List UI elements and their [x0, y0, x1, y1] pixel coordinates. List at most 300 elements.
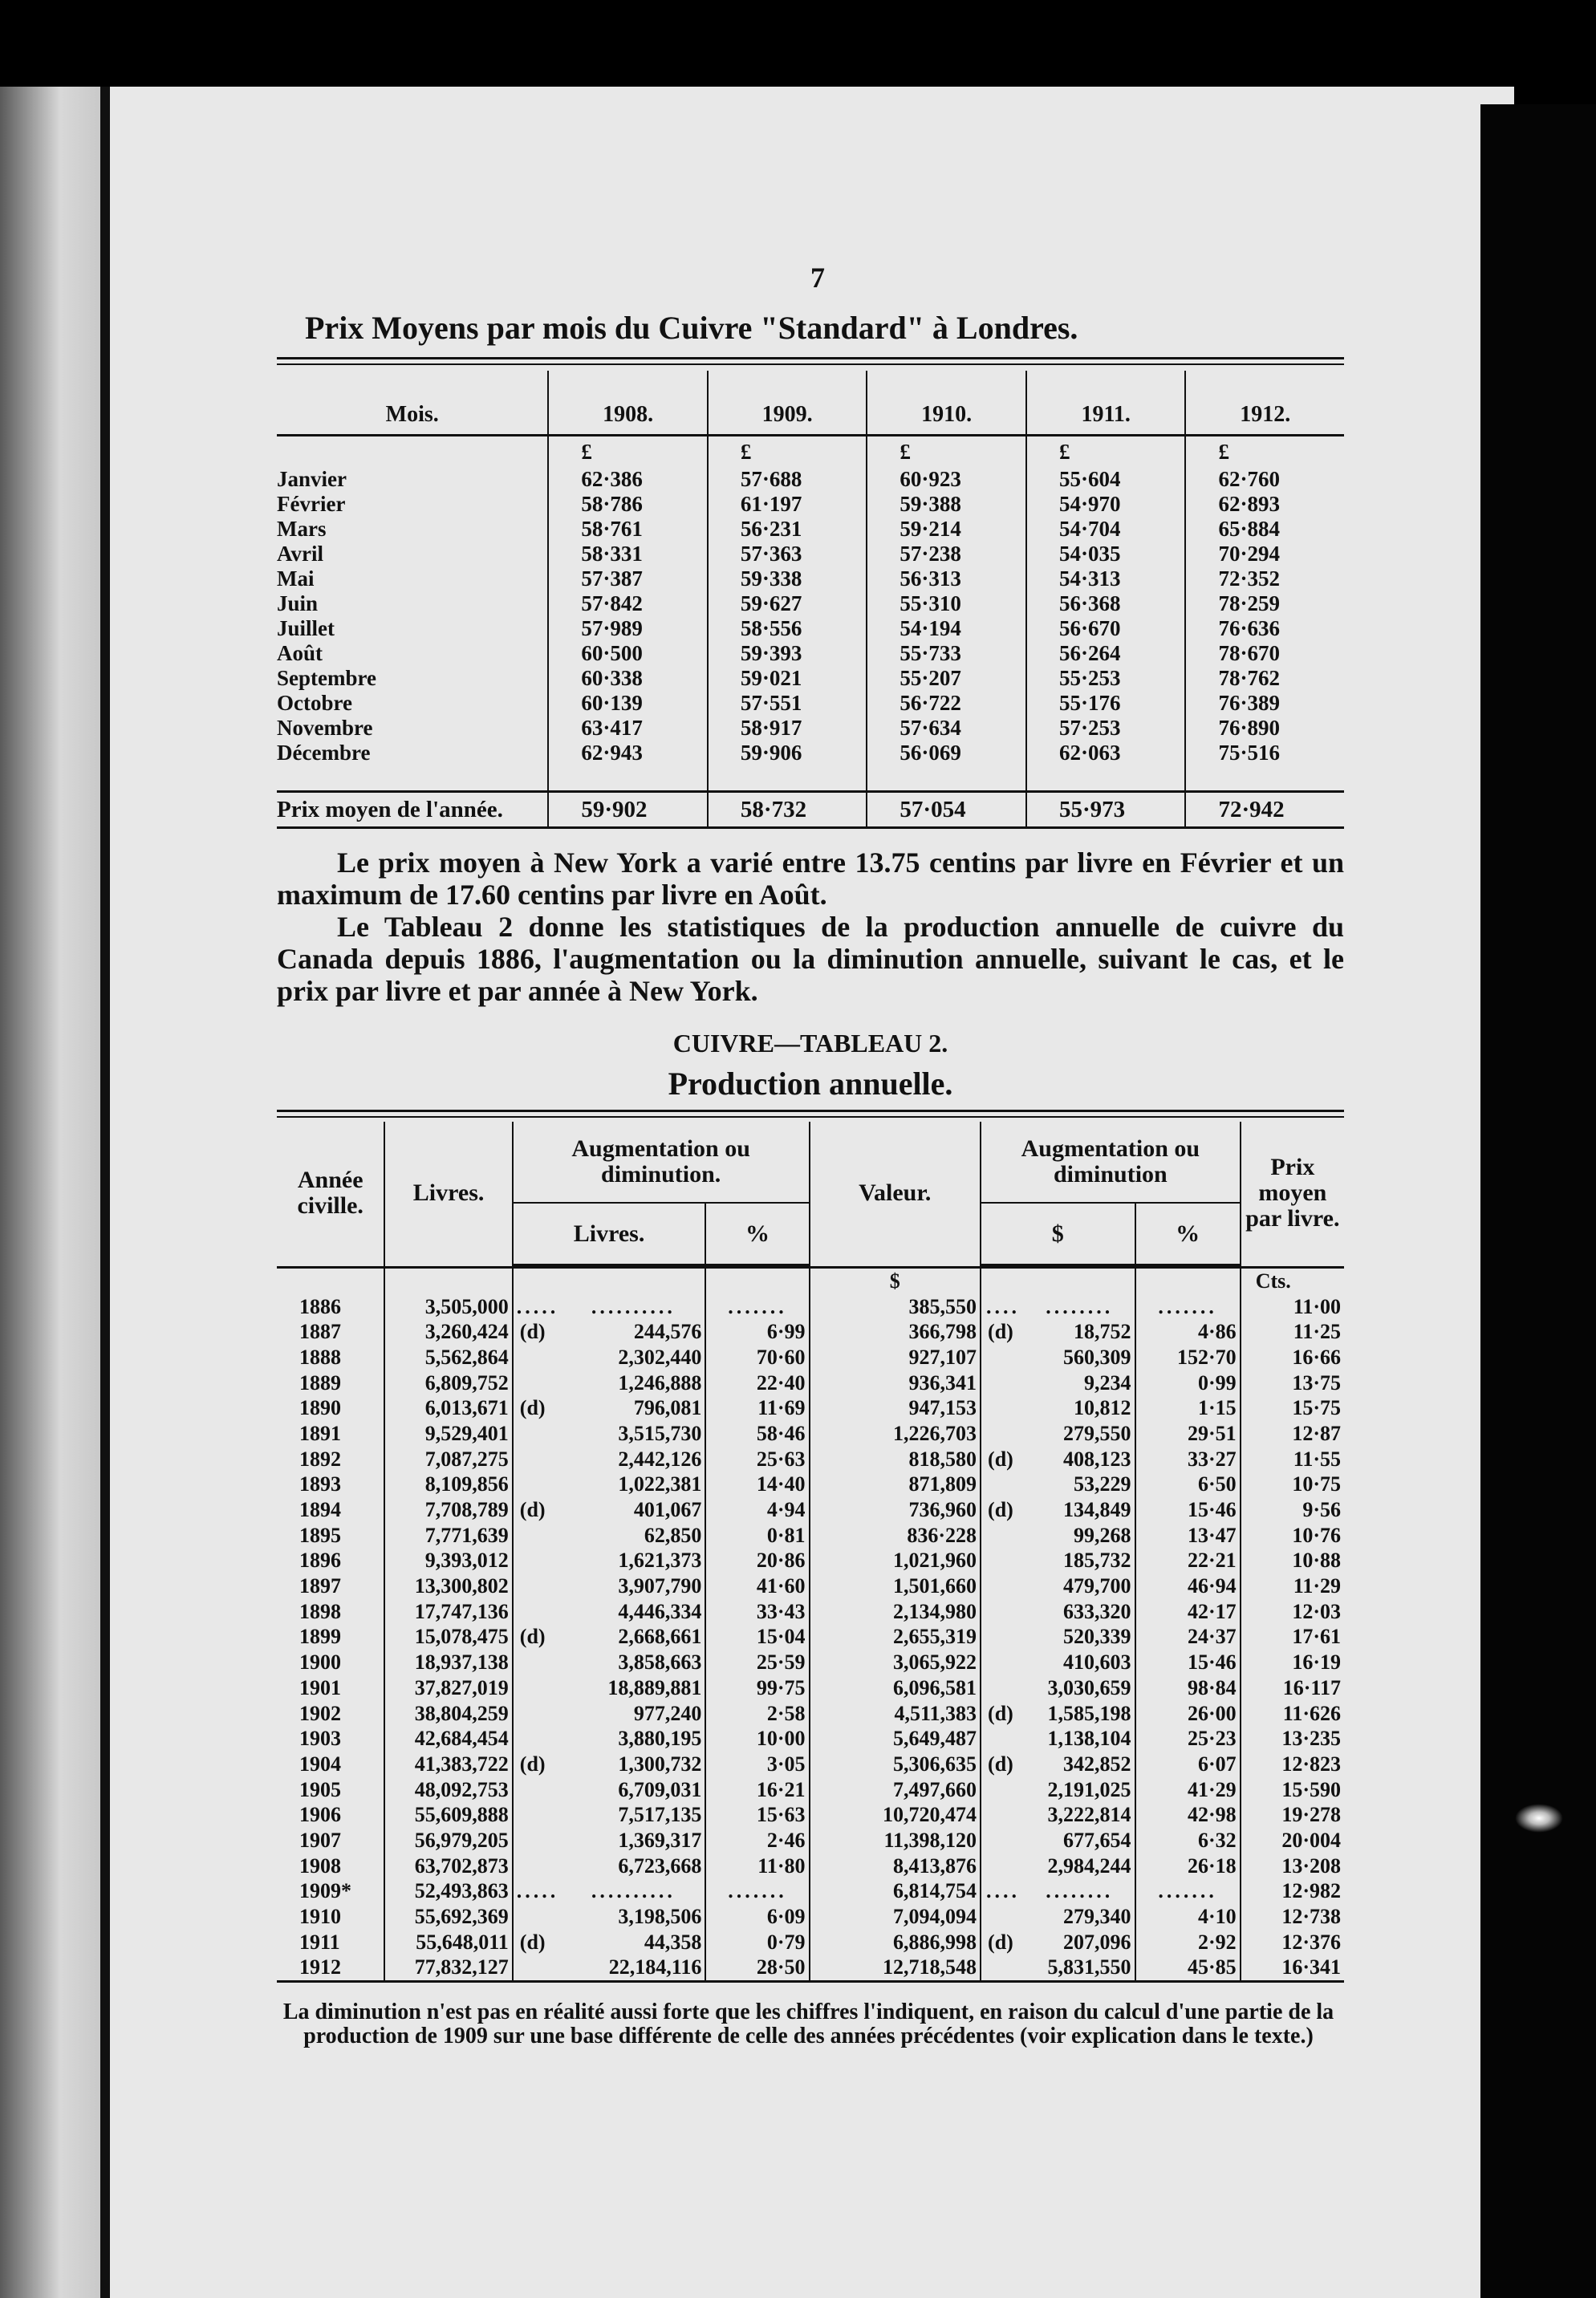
decrease-marker	[513, 1472, 562, 1498]
header-price: Prix moyen par livre.	[1241, 1122, 1344, 1265]
change-pounds-pct-cell: 25·59	[705, 1650, 809, 1675]
value-cell: 3,065,922	[810, 1650, 981, 1675]
change-pounds-pct-cell: 22·40	[705, 1370, 809, 1396]
price-cell: 59·388	[867, 492, 1026, 517]
change-value-cell: 2,191,025	[1047, 1777, 1131, 1801]
price-cell: 56·670	[1026, 616, 1186, 641]
dots-leader: .....	[513, 1294, 562, 1320]
value-cell: 366,798	[810, 1319, 981, 1345]
production-row	[277, 1726, 1344, 1752]
change-pounds-cell: 6,723,668	[618, 1853, 702, 1878]
month-label: Décembre	[277, 741, 371, 765]
month-label: Octobre	[277, 691, 352, 715]
change-value-pct-cell: 42·17	[1135, 1599, 1241, 1625]
year-cell: 1904	[299, 1752, 341, 1776]
price-cell: 78·670	[1185, 641, 1344, 666]
decrease-marker	[513, 1599, 562, 1625]
change-pounds-cell: 22,184,116	[562, 1955, 705, 1982]
pounds-cell: 6,809,752	[384, 1370, 512, 1396]
price-per-pound-cell: 10·76	[1241, 1523, 1344, 1549]
change-value-pct-cell: 45·85	[1135, 1955, 1241, 1982]
change-value-pct-cell: 33·27	[1135, 1447, 1241, 1472]
dots-leader: ....	[981, 1879, 1025, 1905]
change-value-cell: 408,123	[1063, 1447, 1131, 1471]
month-label: Juillet	[277, 616, 335, 640]
change-pounds-cell: 44,358	[644, 1930, 702, 1954]
change-pounds-cell: 3,880,195	[618, 1727, 702, 1751]
change-value-pct-cell: 41·29	[1135, 1777, 1241, 1803]
price-cell: 78·762	[1185, 666, 1344, 691]
production-row	[277, 1549, 1344, 1574]
pounds-cell: 42,684,454	[384, 1726, 512, 1752]
price-cell: 54·035	[1026, 542, 1186, 566]
change-pounds-pct-cell: 0·79	[705, 1930, 809, 1955]
price-per-pound-cell: 12·376	[1241, 1930, 1344, 1955]
year-cell: 1892	[299, 1447, 341, 1471]
production-row	[277, 1701, 1344, 1727]
pounds-cell: 9,393,012	[384, 1549, 512, 1574]
pounds-cell: 8,109,856	[384, 1472, 512, 1498]
price-cell: 75·516	[1185, 741, 1344, 765]
value-cell: 8,413,876	[810, 1853, 981, 1879]
price-cell: 55·253	[1026, 666, 1186, 691]
price-cell: 55·310	[867, 591, 1026, 616]
change-value-cell: 9,234	[1084, 1370, 1131, 1395]
change-pounds-pct-cell: 99·75	[705, 1675, 809, 1701]
change-value-cell: 10,812	[1074, 1396, 1131, 1420]
price-per-pound-cell: 11·29	[1241, 1573, 1344, 1599]
price-cell: 60·923	[867, 467, 1026, 492]
pounds-cell: 41,383,722	[384, 1752, 512, 1777]
price-cell: 56·722	[867, 691, 1026, 716]
change-pounds-cell: 1,300,732	[618, 1752, 702, 1776]
decrease-marker	[513, 1853, 562, 1879]
change-value-pct-cell: 1·15	[1135, 1395, 1241, 1421]
spacer-cell	[1185, 765, 1344, 792]
change-pounds-cell: 1,369,317	[618, 1828, 702, 1852]
page-left-edge	[100, 87, 110, 2298]
value-cell: 6,814,754	[810, 1879, 981, 1905]
year-header: 1908.	[548, 371, 708, 436]
price-cell: 54·970	[1026, 492, 1186, 517]
pounds-cell: 37,827,019	[384, 1675, 512, 1701]
price-per-pound-cell: 10·88	[1241, 1549, 1344, 1574]
change-pounds-pct-cell: 15·04	[705, 1625, 809, 1650]
decrease-marker	[513, 1675, 562, 1701]
average-label: Prix moyen de l'année.	[277, 792, 548, 828]
change-value-cell: 1,585,198	[1047, 1701, 1131, 1725]
month-header: Mois.	[277, 371, 548, 436]
spacer-cell	[1026, 765, 1186, 792]
price-per-pound-cell: 13·75	[1241, 1370, 1344, 1396]
light-flare	[1515, 1804, 1563, 1833]
production-row	[277, 1955, 1344, 1982]
month-label: Novembre	[277, 716, 373, 740]
year-cell: 1905	[299, 1777, 341, 1801]
production-row	[277, 1345, 1344, 1370]
change-value-cell: 279,340	[1063, 1905, 1131, 1929]
change-pounds-cell: 2,302,440	[618, 1345, 702, 1369]
price-per-pound-cell: 15·75	[1241, 1395, 1344, 1421]
change-value-cell: 677,654	[1063, 1828, 1131, 1852]
header-year: Année civille.	[297, 1167, 363, 1220]
table2-title: Production annuelle.	[668, 1066, 953, 1102]
header-change-pounds-pct: %	[705, 1203, 809, 1265]
change-pounds-pct-cell: 70·60	[705, 1345, 809, 1370]
decrease-marker	[981, 1549, 1025, 1574]
spacer-cell	[277, 765, 548, 792]
month-label: Avril	[277, 542, 323, 566]
header-change-value: Augmentation ou diminution	[981, 1122, 1241, 1203]
value-cell: 818,580	[810, 1447, 981, 1472]
change-pounds-cell: 3,515,730	[618, 1421, 702, 1445]
year-cell: 1911	[299, 1930, 340, 1954]
change-pounds-cell: 2,442,126	[618, 1447, 702, 1471]
price-cell: 55·733	[867, 641, 1026, 666]
decrease-marker	[513, 1549, 562, 1574]
price-cell: 58·917	[708, 716, 867, 741]
price-cell: 58·761	[548, 517, 708, 542]
price-cell: 59·214	[867, 517, 1026, 542]
pounds-cell: 77,832,127	[384, 1955, 512, 1982]
price-cell: 55·176	[1026, 691, 1186, 716]
decrease-marker	[981, 1523, 1025, 1549]
decrease-marker	[981, 1802, 1025, 1828]
currency-symbol: £	[867, 436, 1026, 468]
month-label: Février	[277, 492, 346, 516]
decrease-marker: (d)	[981, 1497, 1025, 1523]
change-value-cell: 560,309	[1063, 1345, 1131, 1369]
production-row	[277, 1853, 1344, 1879]
pounds-cell: 55,648,011	[384, 1930, 512, 1955]
production-row	[277, 1421, 1344, 1447]
currency-symbol: £	[708, 436, 867, 468]
price-cell: 62·063	[1026, 741, 1186, 765]
year-header: 1911.	[1026, 371, 1186, 436]
change-pounds-cell: 1,022,381	[618, 1472, 702, 1496]
price-cell: 56·231	[708, 517, 867, 542]
price-cell: 63·417	[548, 716, 708, 741]
year-cell: 1887	[299, 1320, 341, 1344]
dots-leader: ..........	[591, 1879, 676, 1903]
production-row	[277, 1319, 1344, 1345]
month-label: Août	[277, 641, 323, 665]
value-cell: 6,096,581	[810, 1675, 981, 1701]
dots-leader: ....	[981, 1294, 1025, 1320]
month-row	[277, 517, 1344, 542]
decrease-marker	[513, 1828, 562, 1853]
pounds-cell: 15,078,475	[384, 1625, 512, 1650]
pounds-cell: 63,702,873	[384, 1853, 512, 1879]
change-pounds-pct-cell: 20·86	[705, 1549, 809, 1574]
change-value-cell: 410,603	[1063, 1650, 1131, 1675]
decrease-marker	[981, 1345, 1025, 1370]
spacer-cell	[708, 765, 867, 792]
year-cell: 1891	[299, 1421, 341, 1445]
change-pounds-pct-cell: 10·00	[705, 1726, 809, 1752]
change-pounds-cell: 401,067	[633, 1498, 702, 1522]
year-header: 1912.	[1185, 371, 1344, 436]
decrease-marker: (d)	[981, 1752, 1025, 1777]
price-cell: 59·021	[708, 666, 867, 691]
production-row	[277, 1904, 1344, 1930]
year-cell: 1908	[299, 1853, 341, 1878]
change-value-pct-cell: 152·70	[1135, 1345, 1241, 1370]
average-row	[277, 792, 1344, 828]
change-pounds-cell: 4,446,334	[618, 1599, 702, 1623]
change-pounds-cell: 977,240	[633, 1701, 702, 1725]
change-value-cell: 185,732	[1063, 1549, 1131, 1573]
year-cell: 1902	[299, 1701, 341, 1725]
year-cell: 1897	[299, 1574, 341, 1598]
price-per-pound-cell: 12·738	[1241, 1904, 1344, 1930]
decrease-marker	[981, 1955, 1025, 1982]
production-row	[277, 1675, 1344, 1701]
change-value-cell: 3,030,659	[1047, 1675, 1131, 1699]
year-cell: 1899	[299, 1625, 341, 1649]
change-pounds-pct-cell: 2·46	[705, 1828, 809, 1853]
year-cell: 1909*	[299, 1879, 351, 1903]
change-value-pct-cell: 4·10	[1135, 1904, 1241, 1930]
change-value-pct-cell: 98·84	[1135, 1675, 1241, 1701]
decrease-marker: (d)	[981, 1319, 1025, 1345]
decrease-marker	[513, 1650, 562, 1675]
price-per-pound-cell: 12·03	[1241, 1599, 1344, 1625]
price-cell: 57·387	[548, 566, 708, 591]
production-row	[277, 1370, 1344, 1396]
price-per-pound-cell: 15·590	[1241, 1777, 1344, 1803]
value-cell: 1,226,703	[810, 1421, 981, 1447]
production-row	[277, 1447, 1344, 1472]
production-row	[277, 1879, 1344, 1905]
price-cell: 60·500	[548, 641, 708, 666]
pounds-cell: 6,013,671	[384, 1395, 512, 1421]
header-change-pounds: Augmentation ou diminution.	[513, 1122, 810, 1203]
value-cell: 5,649,487	[810, 1726, 981, 1752]
price-per-pound-cell: 11·00	[1241, 1294, 1344, 1320]
decrease-marker	[981, 1370, 1025, 1396]
value-cell: 5,306,635	[810, 1752, 981, 1777]
price-cell: 59·393	[708, 641, 867, 666]
change-pounds-cell: 62,850	[644, 1523, 702, 1547]
month-row	[277, 616, 1344, 641]
decrease-marker	[513, 1802, 562, 1828]
price-cell: 62·893	[1185, 492, 1344, 517]
year-cell: 1893	[299, 1472, 341, 1496]
dots-leader: .......	[1135, 1879, 1241, 1905]
production-row	[277, 1650, 1344, 1675]
decrease-marker	[513, 1701, 562, 1727]
price-cell: 76·636	[1185, 616, 1344, 641]
production-row	[277, 1930, 1344, 1955]
title-rule-double	[277, 363, 1344, 365]
month-row	[277, 591, 1344, 616]
change-value-pct-cell: 4·86	[1135, 1319, 1241, 1345]
monthly-price-table	[277, 371, 1344, 829]
value-cell: 7,094,094	[810, 1904, 981, 1930]
change-pounds-cell: 2,668,661	[618, 1625, 702, 1649]
change-value-pct-cell: 6·07	[1135, 1752, 1241, 1777]
price-cell: 54·704	[1026, 517, 1186, 542]
paragraph-new-york-price: Le prix moyen à New York a varié entre 13.75 centins par livre en Février et un maximum de 17.60 centins par livre en Août.	[277, 847, 1344, 911]
value-cell: 2,655,319	[810, 1625, 981, 1650]
month-row	[277, 666, 1344, 691]
price-per-pound-cell: 17·61	[1241, 1625, 1344, 1650]
decrease-marker	[513, 1573, 562, 1599]
pounds-cell: 52,493,863	[384, 1879, 512, 1905]
spacer-row	[277, 765, 1344, 792]
year-cell: 1888	[299, 1345, 341, 1369]
change-value-pct-cell: 24·37	[1135, 1625, 1241, 1650]
decrease-marker: (d)	[513, 1497, 562, 1523]
change-pounds-pct-cell: 6·09	[705, 1904, 809, 1930]
price-cell: 55·604	[1026, 467, 1186, 492]
change-pounds-cell: 18,889,881	[607, 1675, 702, 1699]
value-cell: 4,511,383	[810, 1701, 981, 1727]
decrease-marker	[981, 1395, 1025, 1421]
price-cell: 65·884	[1185, 517, 1344, 542]
change-pounds-pct-cell: 11·80	[705, 1853, 809, 1879]
change-value-cell: 18,752	[1074, 1320, 1131, 1344]
change-value-cell: 633,320	[1063, 1599, 1131, 1623]
change-value-pct-cell: 6·32	[1135, 1828, 1241, 1853]
decrease-marker	[513, 1421, 562, 1447]
decrease-marker	[981, 1853, 1025, 1879]
change-value-cell: 134,849	[1063, 1498, 1131, 1522]
pounds-cell: 48,092,753	[384, 1777, 512, 1803]
change-pounds-cell: 1,621,373	[618, 1549, 702, 1573]
change-value-pct-cell: 15·46	[1135, 1497, 1241, 1523]
price-per-pound-cell: 9·56	[1241, 1497, 1344, 1523]
dots-leader: ..........	[591, 1294, 676, 1318]
year-cell: 1901	[299, 1675, 341, 1699]
spacer-cell	[867, 765, 1026, 792]
change-pounds-pct-cell: 6·99	[705, 1319, 809, 1345]
change-value-cell: 2,984,244	[1047, 1853, 1131, 1878]
decrease-marker: (d)	[513, 1625, 562, 1650]
dots-leader: .......	[1135, 1294, 1241, 1320]
year-cell: 1912	[277, 1955, 384, 1982]
production-row	[277, 1497, 1344, 1523]
decrease-marker: (d)	[513, 1319, 562, 1345]
decrease-marker	[513, 1726, 562, 1752]
pounds-cell: 7,708,789	[384, 1497, 512, 1523]
month-label: Mai	[277, 566, 315, 591]
month-label: Septembre	[277, 666, 376, 690]
decrease-marker	[981, 1828, 1025, 1853]
production-row	[277, 1777, 1344, 1803]
year-cell: 1890	[299, 1396, 341, 1420]
pounds-cell: 55,692,369	[384, 1904, 512, 1930]
decrease-marker	[981, 1625, 1025, 1650]
decrease-marker	[513, 1777, 562, 1803]
price-per-pound-cell: 16·117	[1241, 1675, 1344, 1701]
year-header: 1909.	[708, 371, 867, 436]
price-cell: 60·338	[548, 666, 708, 691]
pounds-cell: 38,804,259	[384, 1701, 512, 1727]
price-per-pound-cell: 10·75	[1241, 1472, 1344, 1498]
price-cell: 70·294	[1185, 542, 1344, 566]
month-row	[277, 492, 1344, 517]
currency-symbol: £	[1026, 436, 1186, 468]
year-cell: 1903	[299, 1727, 341, 1751]
pounds-cell: 7,771,639	[384, 1523, 512, 1549]
change-value-cell: 5,831,550	[1025, 1955, 1135, 1982]
price-per-pound-cell: 12·982	[1241, 1879, 1344, 1905]
table2-top-rule	[277, 1110, 1344, 1112]
value-cell: 947,153	[810, 1395, 981, 1421]
scan-left-strip	[0, 87, 100, 2298]
price-cell: 76·890	[1185, 716, 1344, 741]
price-per-pound-cell: 11·626	[1241, 1701, 1344, 1727]
value-cell: 385,550	[810, 1294, 981, 1320]
decrease-marker	[981, 1421, 1025, 1447]
cents-label: Cts.	[1241, 1268, 1344, 1294]
price-per-pound-cell: 11·25	[1241, 1319, 1344, 1345]
pounds-cell: 55,609,888	[384, 1802, 512, 1828]
price-cell: 57·363	[708, 542, 867, 566]
spacer-cell	[548, 765, 708, 792]
decrease-marker	[981, 1675, 1025, 1701]
dots-leader: ........	[1046, 1294, 1114, 1318]
average-value: 58·732	[708, 792, 867, 828]
year-cell: 1910	[299, 1905, 341, 1929]
currency-symbol: £	[1185, 436, 1344, 468]
change-value-pct-cell: 0·99	[1135, 1370, 1241, 1396]
change-pounds-pct-cell: 28·50	[705, 1955, 809, 1982]
price-cell: 57·253	[1026, 716, 1186, 741]
price-per-pound-cell: 19·278	[1241, 1802, 1344, 1828]
value-cell: 927,107	[810, 1345, 981, 1370]
dots-leader: .......	[705, 1879, 809, 1905]
decrease-marker: (d)	[981, 1930, 1025, 1955]
change-value-pct-cell: 2·92	[1135, 1930, 1241, 1955]
change-pounds-cell: 1,246,888	[618, 1370, 702, 1395]
month-row	[277, 467, 1344, 492]
year-cell: 1896	[299, 1549, 341, 1573]
change-pounds-cell: 7,517,135	[618, 1803, 702, 1827]
price-cell: 76·389	[1185, 691, 1344, 716]
price-cell: 62·386	[548, 467, 708, 492]
decrease-marker	[513, 1370, 562, 1396]
price-cell: 62·760	[1185, 467, 1344, 492]
change-pounds-pct-cell: 11·69	[705, 1395, 809, 1421]
value-cell: 871,809	[810, 1472, 981, 1498]
decrease-marker: (d)	[981, 1701, 1025, 1727]
value-cell: 11,398,120	[810, 1828, 981, 1853]
change-value-cell: 53,229	[1074, 1472, 1131, 1496]
decrease-marker	[981, 1599, 1025, 1625]
header-change-dollars: $	[981, 1203, 1135, 1265]
table2-caption: CUIVRE—TABLEAU 2.	[672, 1029, 948, 1058]
price-cell: 56·313	[867, 566, 1026, 591]
price-per-pound-cell: 16·19	[1241, 1650, 1344, 1675]
change-value-pct-cell: 25·23	[1135, 1726, 1241, 1752]
price-per-pound-cell: 13·235	[1241, 1726, 1344, 1752]
year-cell: 1895	[299, 1523, 341, 1547]
price-cell: 54·313	[1026, 566, 1186, 591]
annual-production-table	[277, 1122, 1344, 1983]
value-cell: 936,341	[810, 1370, 981, 1396]
decrease-marker: (d)	[513, 1752, 562, 1777]
decrease-marker	[981, 1726, 1025, 1752]
price-cell: 57·842	[548, 591, 708, 616]
price-cell: 56·264	[1026, 641, 1186, 666]
change-pounds-pct-cell: 3·05	[705, 1752, 809, 1777]
price-cell: 60·139	[548, 691, 708, 716]
pounds-cell: 3,505,000	[384, 1294, 512, 1320]
decrease-marker: (d)	[513, 1395, 562, 1421]
